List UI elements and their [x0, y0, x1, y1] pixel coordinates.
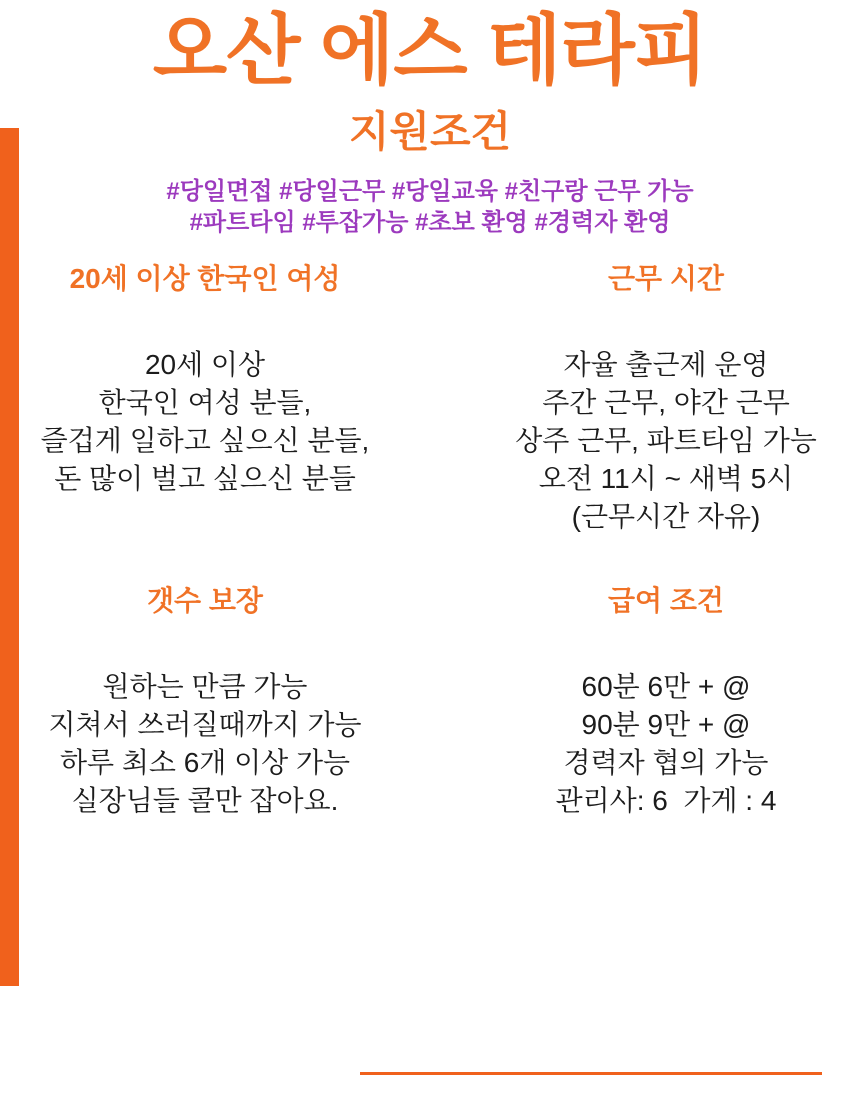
section-work-hours-body [488, 346, 844, 536]
section-qualification-header: 20세 이상 한국인 여성 [69, 263, 341, 294]
body-line: (근무시간 자유) [571, 501, 761, 532]
body-line: 경력자 협의 가능 [563, 747, 769, 778]
body-line: 오전 11시 ~ 새벽 5시 [538, 463, 794, 494]
section-work-hours-header: 근무 시간 [608, 263, 724, 294]
section-count-guarantee-header: 갯수 보장 [147, 585, 263, 616]
body-line: 즐겁게 일하고 싶으신 분들, [40, 425, 370, 456]
body-line: 돈 많이 벌고 싶으신 분들 [54, 463, 356, 494]
section-pay-conditions-body [488, 668, 844, 820]
body-line: 자율 출근제 운영 [563, 349, 769, 380]
left-accent-bar [0, 128, 19, 986]
section-pay-conditions [488, 582, 844, 820]
hashtags-line-1: #당일면접 #당일근무 #당일교육 #친구랑 근무 가능 [166, 178, 694, 205]
body-line: 원하는 만큼 가능 [102, 671, 308, 702]
hashtags-line-2: #파트타임 #투잡가능 #초보 환영 #경력자 환영 [189, 209, 671, 236]
body-line: 90분 9만 + @ [581, 709, 751, 740]
section-qualification-body [15, 346, 395, 498]
section-pay-conditions-header: 급여 조건 [608, 585, 724, 616]
bottom-divider-line [360, 1072, 822, 1075]
section-qualification [15, 260, 395, 498]
body-line: 한국인 여성 분들, [98, 387, 312, 418]
section-count-guarantee [15, 582, 395, 820]
body-line: 60분 6만 + @ [581, 671, 751, 702]
body-line: 20세 이상 [144, 349, 266, 380]
section-work-hours [488, 260, 844, 536]
body-line: 관리사: 6 가게 : 4 [555, 785, 777, 816]
hashtags-block [0, 176, 860, 238]
page-subtitle: 지원조건 [348, 108, 512, 155]
body-line: 상주 근무, 파트타임 가능 [515, 425, 817, 456]
body-line: 주간 근무, 야간 근무 [542, 387, 790, 418]
page-title: 오산 에스 테라피 [152, 8, 708, 94]
body-line: 실장님들 콜만 잡아요. [71, 785, 339, 816]
body-line: 지쳐서 쓰러질때까지 가능 [48, 709, 362, 740]
body-line: 하루 최소 6개 이상 가능 [59, 747, 351, 778]
section-count-guarantee-body [15, 668, 395, 820]
